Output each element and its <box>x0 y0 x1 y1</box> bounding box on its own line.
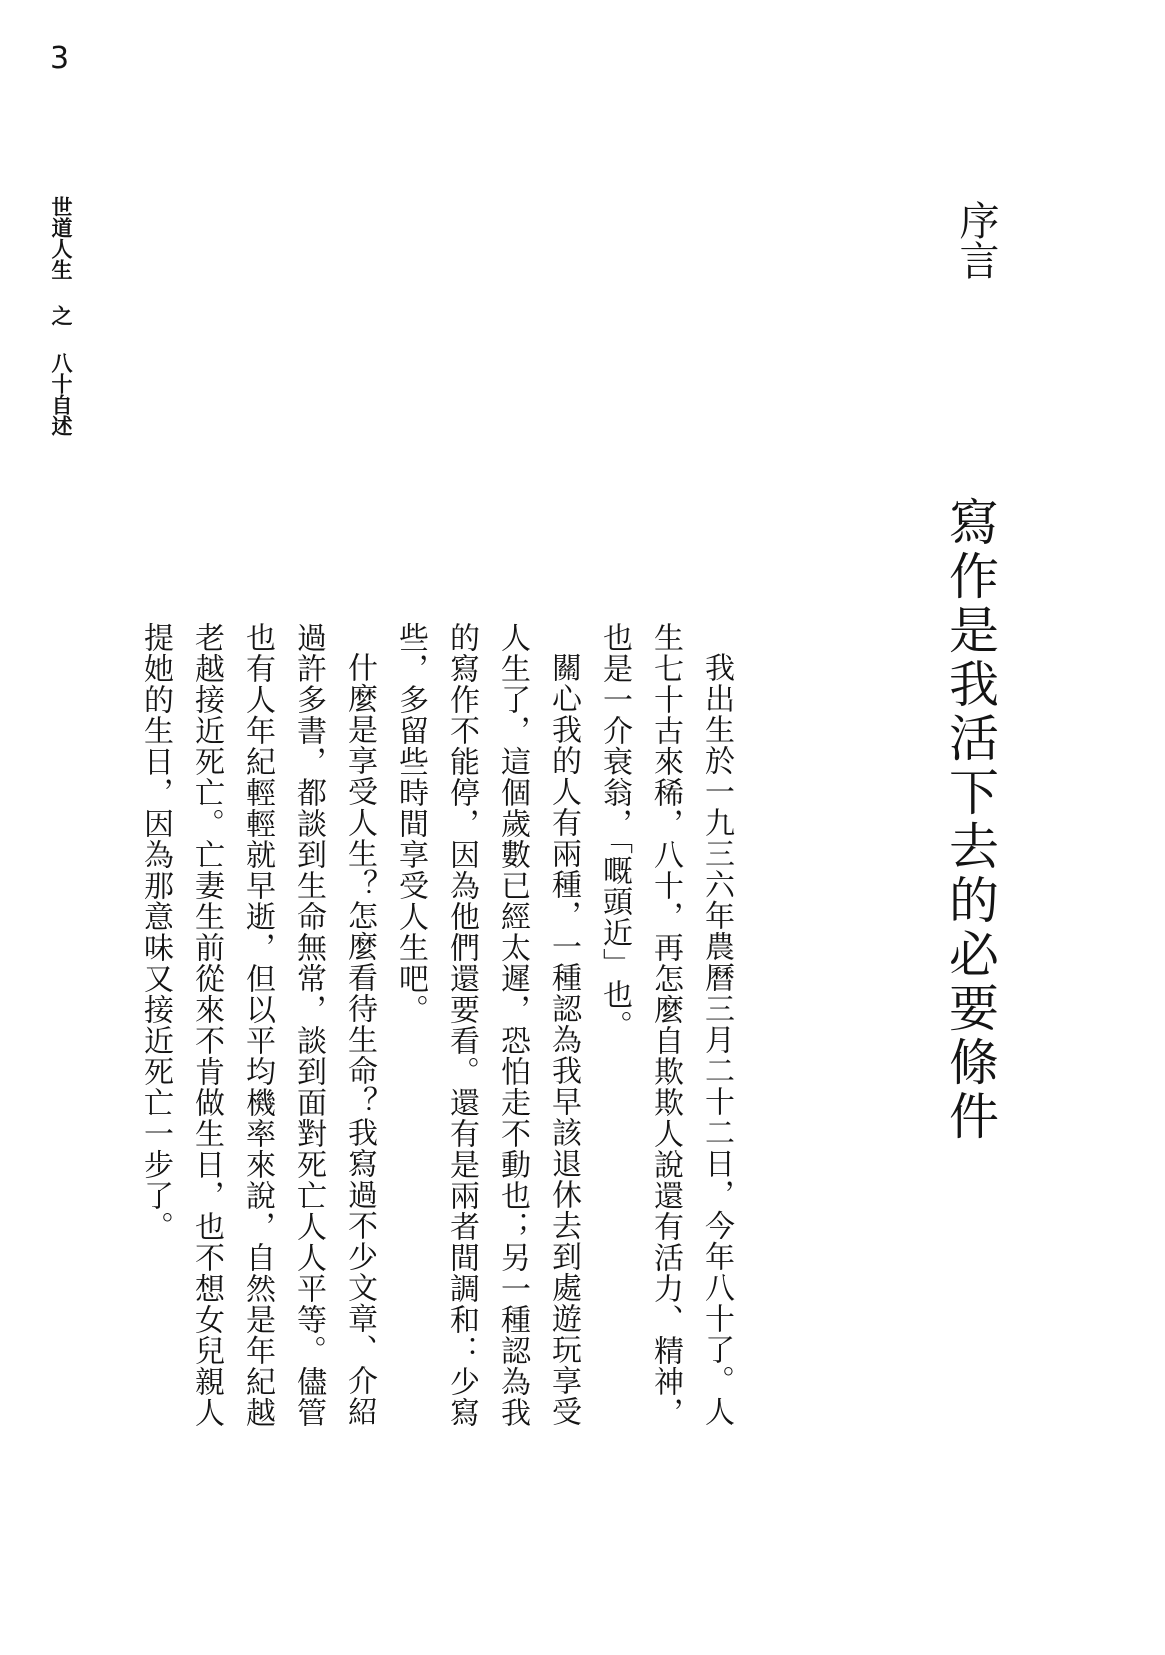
running-head-book-title: 世道人生 <box>49 196 73 280</box>
paragraph-3: 什麼是享受人生？怎麼看待生命？我寫過不少文章、介紹過許多書，都談到生命無常，談到面對死亡人人平等。儘管也有人年紀輕輕就早逝，但以平均機率來說，自然是年紀越老越接近死亡。亡妻生前從來不肯做生日，也不想女兒親人提她的生日，因為那意味又接近死亡一步了。 <box>138 622 377 1428</box>
section-label: 序言 <box>953 200 999 280</box>
running-head-subtitle: 八十自述 <box>49 351 73 436</box>
paragraph-2: 關心我的人有兩種，一種認為我早該退休去到處遊玩享受人生了，這個歲數已經太遲，恐怕走不動也；另一種認為我的寫作不能停，因為他們還要看。還有是兩者間調和：少寫些，多留些時間享受人生吧。 <box>393 622 581 1428</box>
running-head-separator: 之 <box>49 305 73 327</box>
page-number: 3 <box>50 41 70 76</box>
body-text <box>130 622 742 1452</box>
chapter-title: 寫作是我活下去的必要條件 <box>941 496 999 1144</box>
running-head <box>46 196 76 436</box>
paragraph-1: 我出生於一九三六年農曆三月二十二日，今年八十了。人生七十古來稀，八十，再怎麼自欺欺人說還有活力、精神，也是一介衰翁，「嘅頭近」也。 <box>597 622 734 1428</box>
